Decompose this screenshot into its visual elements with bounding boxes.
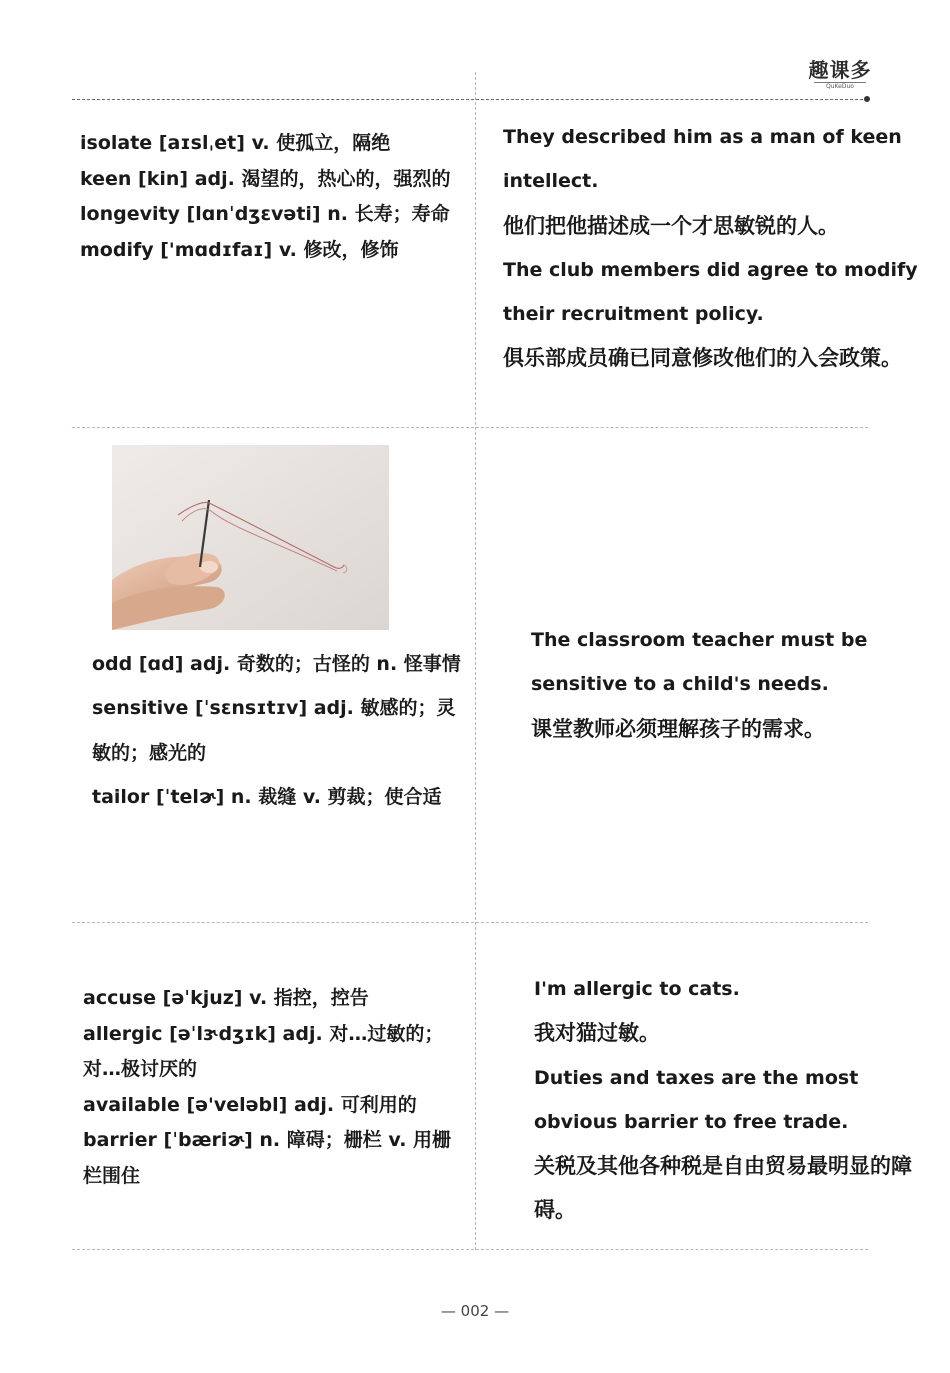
example-sentence-zh: 我对猫过敏。 (534, 1021, 660, 1046)
example-sentence-zh: 他们把他描述成一个才思敏锐的人。 (503, 213, 839, 238)
logo-text: 趣课多 (808, 58, 872, 82)
example-sentence-zh: 课堂教师必须理解孩子的需求。 (531, 716, 825, 741)
vocab-entry: isolate [aɪslˌet] v. 使孤立，隔绝 (80, 132, 391, 154)
vocab-entry: barrier [ˈbæriɚ] n. 障碍；栅栏 v. 用栅栏围住 (83, 1129, 452, 1187)
row-divider-1 (72, 427, 868, 428)
vocab-card-3 (83, 981, 468, 1194)
row-divider-2 (72, 922, 868, 923)
center-divider (475, 72, 476, 1250)
sentence-card-2 (531, 618, 931, 751)
example-sentence-en: I'm allergic to cats. (534, 978, 740, 1000)
page-number: — 002 — (440, 1302, 510, 1320)
logo-subtext: QuKeDuo (814, 82, 866, 91)
vocab-card-2 (92, 642, 462, 820)
brand-logo (808, 58, 872, 92)
vocab-entry: allergic [əˈlɝdʒɪk] adj. 对…过敏的；对…极讨厌的 (83, 1022, 444, 1080)
needle-photo-illustration (112, 445, 389, 630)
example-sentence-en: The classroom teacher must be sensitive to a child's needs. (531, 629, 868, 696)
vocab-entry: tailor [ˈtelɚ] n. 裁缝 v. 剪裁；使合适 (92, 786, 442, 809)
vocab-entry: odd [ɑd] adj. 奇数的；古怪的 n. 怪事情 (92, 653, 461, 675)
vocab-card-1 (80, 126, 470, 268)
vocab-entry: available [ə'veləbl] adj. 可利用的 (83, 1093, 417, 1116)
row-divider-3 (72, 1249, 868, 1250)
vocab-entry: longevity [lɑnˈdʒɛvəti] n. 长寿；寿命 (80, 203, 450, 225)
vocab-entry: modify ['mɑdɪfaɪ] v. 修改，修饰 (80, 238, 399, 261)
header-rule (72, 99, 868, 100)
vocab-entry: accuse [əˈkjuz] v. 指控，控告 (83, 987, 369, 1009)
sentence-card-3 (534, 967, 934, 1233)
vocab-entry: sensitive [ˈsɛnsɪtɪv] adj. 敏感的；灵敏的；感光的 (92, 697, 456, 764)
example-sentence-en: Duties and taxes are the most obvious barrier to free trade. (534, 1066, 859, 1133)
example-sentence-zh: 关税及其他各种税是自由贸易最明显的障碍。 (534, 1154, 912, 1223)
header-rule-dot (864, 96, 870, 102)
vocab-entry: keen [kin] adj. 渴望的，热心的，强烈的 (80, 167, 451, 190)
sentence-card-1 (503, 115, 943, 381)
hand-threading-needle-photo (112, 445, 389, 630)
example-sentence-en: The club members did agree to modify their recruitment policy. (503, 258, 918, 326)
example-sentence-en: They described him as a man of keen intellect. (503, 126, 902, 193)
example-sentence-zh: 俱乐部成员确已同意修改他们的入会政策。 (503, 346, 902, 371)
